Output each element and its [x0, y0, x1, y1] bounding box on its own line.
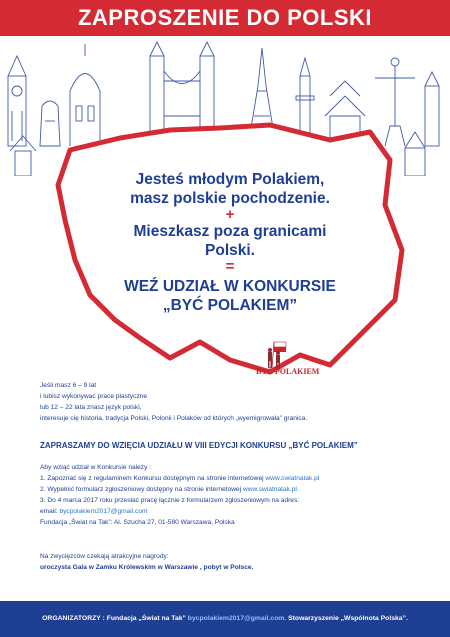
address: Fundacja „Świat na Tak”: Al. Szucha 27, 01-580 Warszawa, Polska [40, 519, 235, 526]
step-1: 1. Zapoznać się z regulaminem Konkursu dostępnym na stronie internetowej www.swiatnatak.pl [40, 475, 320, 482]
step-2-link[interactable]: www.swiatnatak.pl. [243, 486, 299, 493]
footer-label: ORGANIZATORZY : Fundacja „Świat na Tak” [42, 615, 186, 622]
tower-icon [425, 72, 439, 146]
intro-text [40, 380, 420, 424]
prizes-intro: Na zwycięzców czekają atrakcyjne nagrody: [40, 553, 169, 560]
hero-message [95, 170, 365, 315]
hero-line-3: Mieszkasz poza granicami [133, 223, 327, 240]
invite-section [40, 440, 420, 451]
hero-line-1: Jesteś młodym Polakiem, [135, 171, 325, 188]
prizes-section [40, 551, 420, 573]
intro-line-3: lub 12 – 22 lata znasz język polski, [40, 404, 142, 411]
prizes-text: uroczysta Gala w Zamku Królewskim w Warszawie , pobyt w Polsce. [40, 564, 254, 571]
email-link[interactable]: bycpolakiem2017@gmail.com [59, 508, 148, 515]
invite-title: ZAPRASZAMY DO WZIĘCIA UDZIAŁU W VIII EDYCJI KONKURSU „BYĆ POLAKIEM” [40, 441, 358, 450]
intro-line-2: i lubisz wykonywać prace plastyczne [40, 393, 148, 400]
intro-line-1: Jeśli masz 6 – 9 lat [40, 382, 97, 389]
footer-second-org: Stowarzyszenie „Wspólnota Polska”. [288, 615, 408, 622]
step-3: 3. Do 4 marca 2017 roku przesłać pracę łącznie z formularzem zgłoszeniowym na adres: [40, 497, 300, 504]
steps-intro: Aby wziąć udział w Konkursie należy : [40, 464, 152, 471]
email-line: email: bycpolakiem2017@gmail.com [40, 508, 148, 515]
organizers-footer [0, 601, 450, 637]
logo-text: BYĆ POLAKIEM [256, 367, 320, 376]
steps-section [40, 462, 420, 528]
hero-line-5: WEŹ UDZIAŁ W KONKURSIE [124, 278, 336, 295]
step-1-link[interactable]: www.swiatnatak.pl [265, 475, 320, 482]
step-2: 2. Wypełnić formularz zgłoszeniowy dostępny na stronie internetowej www.swiatnatak.pl. [40, 486, 299, 493]
header-title: ZAPROSZENIE DO POLSKI [77, 5, 373, 30]
hero-line-4: Polski. [205, 242, 255, 259]
intro-line-4: interesuje cię historia, tradycja Polski, Polonii i Polaków od których „wyemigrowała” granica. [40, 415, 308, 422]
hero-line-2: masz polskie pochodzenie. [130, 190, 330, 207]
equals-sign: = [225, 258, 235, 275]
hero-line-6: „BYĆ POLAKIEM” [162, 297, 298, 314]
page-header [0, 0, 450, 36]
plus-sign: + [225, 206, 235, 223]
byc-polakiem-logo [248, 340, 318, 380]
footer-email-link[interactable]: bycpolakiem2017@gmail.com. [187, 615, 287, 622]
clock-tower-icon [8, 56, 26, 146]
